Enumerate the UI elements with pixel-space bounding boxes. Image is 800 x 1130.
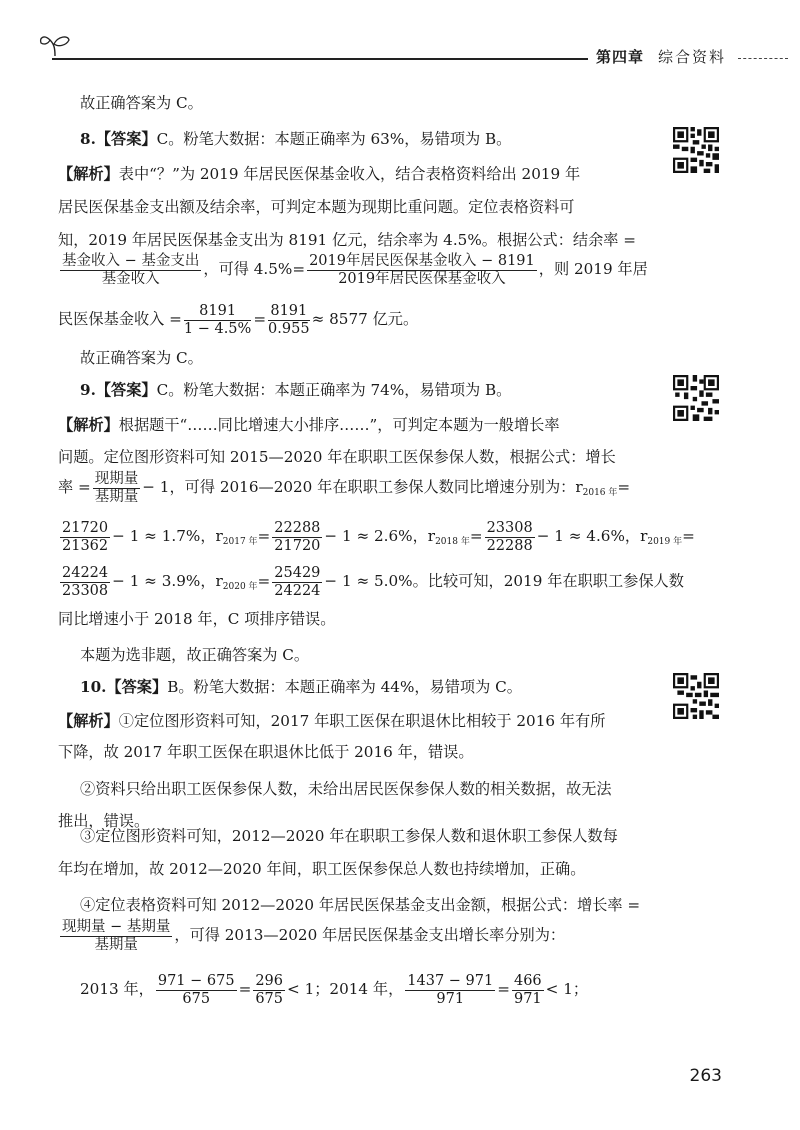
analysis-label: 【解析】 [58,712,119,730]
text-line: 居民医保基金支出额及结余率，可判定本题为现期比重问题。定位表格资料可 [58,198,575,216]
formula-line: $\frac{21720}{21362}$ − 1 ≈ 1.7%，$r_{2017 年}=$ $\frac{22288}{21720}$ − 1 ≈ 2.6%，$r_{2018 年}=$ $\frac{23308}{22288}$ − 1 ≈ 4.6%，$r_{2019 年}=$ [62,519,695,554]
fraction: $\frac{24224}{23308}$ [62,564,109,599]
formula-line: $\frac{\text{基金收入 − 基金支出}}{\text{基金收入}}$ ，可得 4.5%= $\frac{\text{2019年居民医保基金收入 − 8191}}{\text{2019年居民医保基金收入}}$ ，则 2019 年居 [62,252,648,287]
section-title: 综合资料 [658,48,727,66]
header-rule [52,58,588,60]
text-line: ③定位图形资料可知，2012—2020 年在职职工参保人数和退休职工参保人数每 [80,827,618,845]
formula-line: 2013 年， $\frac{971 - 675}{675}$ = $\frac{296}{675}$ < 1；2014 年， $\frac{1437 - 971}{971}$ = $\frac{466}{971}$ < 1； [80,972,589,1007]
qr-code-icon[interactable] [673,375,719,421]
q9-analysis-line [58,414,560,436]
fraction: $\frac{296}{675}$ [255,972,284,1007]
text-line: ②资料只给出职工医保参保人数，未给出居民医保参保人数的相关数据，故无法 [80,780,612,798]
q10-answer-line [80,676,522,698]
fraction: $\frac{466}{971}$ [513,972,542,1007]
analysis-label: 【解析】 [58,416,119,434]
chapter-title: 第四章 [596,48,645,66]
fraction: $\frac{22288}{21720}$ [274,519,321,554]
fraction: $\frac{1437 - 971}{971}$ [407,972,494,1007]
text-line: ④定位表格资料可知 2012—2020 年居民医保基金支出金额，根据公式：增长率 = [80,896,641,914]
fraction: $\frac{\text{现期量 − 基期量}}{\text{基期量}}$ [62,918,171,953]
answer-label: 8.【答案】 [80,130,157,148]
analysis-text: ①定位图形资料可知，2017 年职工医保在职退休比相较于 2016 年有所 [118,712,606,730]
fraction: $\frac{971 - 675}{675}$ [157,972,235,1007]
fraction: $\frac{\text{现期量}}{\text{基期量}}$ [94,470,139,505]
fraction: $\frac{8191}{0.955}$ [268,302,310,337]
header-dashed-rule [738,58,788,59]
analysis-label: 【解析】 [58,165,119,183]
page-number: 263 [689,1066,722,1086]
formula-line: 民医保基金收入 = $\frac{8191}{1 - 4.5\%}$ = $\frac{8191}{0.955}$ ≈ 8577 亿元。 [58,302,419,337]
fraction: $\frac{\text{2019年居民医保基金收入 − 8191}}{\text{2019年居民医保基金收入}}$ [309,252,535,287]
q8-answer-line [80,128,511,150]
answer-text: C。粉笔大数据：本题正确率为 63%，易错项为 B。 [156,130,512,148]
formula-line: 率 = $\frac{\text{现期量}}{\text{基期量}}$ − 1，可得 2016—2020 年在职职工参保人数同比增速分别为：$r_{2016 年}=$ [58,470,631,505]
analysis-text: 根据题干“……同比增速大小排序……”，可判定本题为一般增长率 [118,416,560,434]
text-line: 问题。定位图形资料可知 2015—2020 年在职职工医保参保人数，根据公式：增长 [58,448,616,466]
sprout-logo-icon [38,32,72,58]
answer-text: C。粉笔大数据：本题正确率为 74%，易错项为 B。 [156,381,512,399]
formula-line: $\frac{24224}{23308}$ − 1 ≈ 3.9%，$r_{2020 年}=$ $\frac{25429}{24224}$ − 1 ≈ 5.0%。比较可知，2019 年在职职工参保人数 [62,564,684,599]
answer-label: 10.【答案】 [80,678,168,696]
fraction: $\frac{21720}{21362}$ [62,519,109,554]
fraction: $\frac{23308}{22288}$ [486,519,533,554]
q8-analysis-line [58,163,580,185]
qr-code-icon[interactable] [673,127,719,173]
fraction: $\frac{8191}{1 - 4.5\%}$ [183,302,252,337]
text-line: 推出，错误。 [58,812,150,830]
text-line: 同比增速小于 2018 年，C 项排序错误。 [58,610,336,628]
text-line: 故正确答案为 C。 [80,94,203,112]
text-line: 故正确答案为 C。 [80,349,203,367]
answer-label: 9.【答案】 [80,381,157,399]
answer-text: B。粉笔大数据：本题正确率为 44%，易错项为 C。 [167,678,522,696]
qr-code-icon[interactable] [673,673,719,719]
analysis-text: 表中“？”为 2019 年居民医保基金收入，结合表格资料给出 2019 年 [118,165,581,183]
text-line: 本题为选非题，故正确答案为 C。 [80,646,310,664]
fraction: $\frac{25429}{24224}$ [274,564,321,599]
fraction: $\frac{\text{基金收入 − 基金支出}}{\text{基金收入}}$ [62,252,200,287]
text-line: 年均在增加，故 2012—2020 年间，职工医保参保总人数也持续增加，正确。 [58,860,586,878]
q10-analysis-line [58,710,605,732]
text-line: 知，2019 年居民医保基金支出为 8191 亿元，结余率为 4.5%。根据公式：结余率 = [58,231,637,249]
formula-line: $\frac{\text{现期量 − 基期量}}{\text{基期量}}$ ，可得 2013—2020 年居民医保基金支出增长率分别为： [62,918,566,953]
text-line: 下降，故 2017 年职工医保在职退休比低于 2016 年，错误。 [58,743,474,761]
q9-answer-line [80,379,511,401]
